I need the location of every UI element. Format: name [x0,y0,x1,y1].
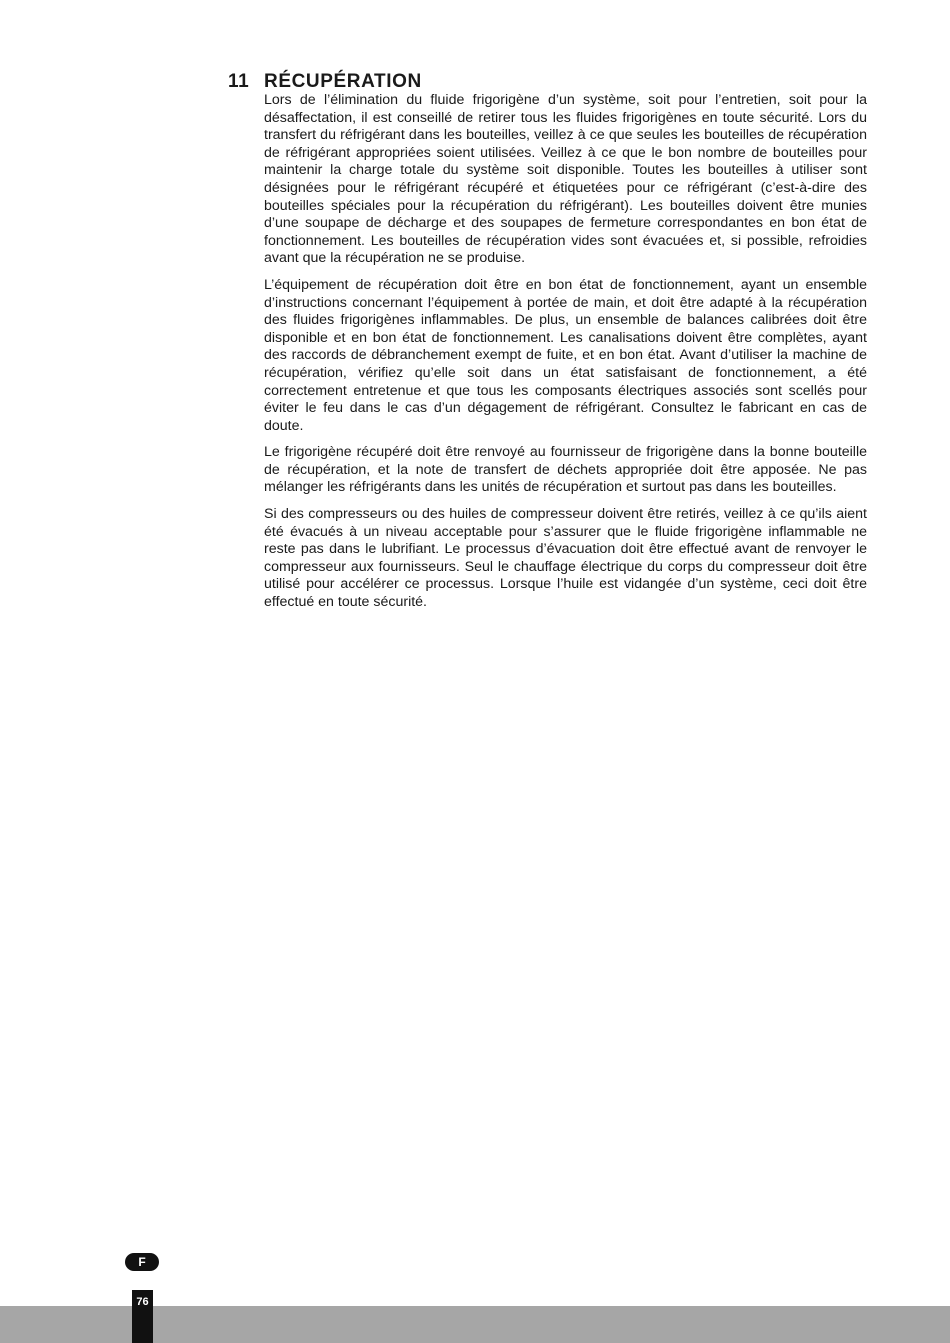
language-badge: F [125,1253,159,1271]
section-heading [228,70,868,94]
paragraph-3: Le frigorigène récupéré doit être renvoyé au fournisseur de frigorigène dans la bonne bouteille de récupération, et la note de transfert de déchets appropriée doit être apposée. Ne pas mélanger les réfrigérants dans les unités de récupération et surtout pas dans les bouteilles. [264,444,867,496]
section-number: 11 [228,71,250,92]
paragraph-1: Lors de l’élimination du fluide frigorigène d’un système, soit pour l’entretien, soit pour la désaffectation, il est conseillé de retirer tous les fluides frigorigènes en toute sécurité. Lors du transfert du réfrigérant dans les bouteilles, veillez à ce que seules les bouteilles de récupération de réfrigérant appropriées soient utilisées. Veillez à ce que le bon nombre de bouteilles pour maintenir la charge totale du système soit disponible. Toutes les bouteilles à utiliser sont désignées pour le réfrigérant récupéré et étiquetées pour ce réfrigérant (c’est-à-dire des bouteilles spéciales pour la récupération du réfrigérant). Les bouteilles doivent être munies d’une soupape de décharge et des soupapes de fermeture correspondantes en bon état de fonctionnement. Les bouteilles de récupération vides sont évacuées et, si possible, refroidies avant que la récupération ne se produise. [264,92,867,267]
page-number: 76 [136,1296,149,1308]
section-title: RÉCUPÉRATION [264,71,422,92]
paragraph-4: Si des compresseurs ou des huiles de compresseur doivent être retirés, veillez à ce qu’ils aient été évacués à un niveau acceptable pour s’assurer que le fluide frigorigène inflammable ne reste pas dans le lubrifiant. Le processus d’évacuation doit être effectué avant de renvoyer le compresseur aux fournisseurs. Seul le chauffage électrique du corps du compresseur doit être utilisé pour accélérer ce processus. Lorsque l’huile est vidangée d’un système, ceci doit être effectué en toute sécurité. [264,506,867,611]
body-text [264,92,867,621]
paragraph-2: L’équipement de récupération doit être en bon état de fonctionnement, ayant un ensemble d’instructions concernant l’équipement à portée de main, et doit être adapté à la récupération des fluides frigorigènes inflammables. De plus, un ensemble de balances calibrées doit être disponible et en bon état de fonctionnement. Les canalisations doivent être complètes, ayant des raccords de débranchement exempt de fuite, et en bon état. Avant d’utiliser la machine de récupération, vérifiez qu’elle soit dans un état satisfaisant de fonctionnement, a été correctement entretenue et que tous les composants électriques associés sont scellés pour éviter le feu dans le cas d’un dégagement de réfrigérant. Consultez le fabricant en cas de doute. [264,276,867,434]
